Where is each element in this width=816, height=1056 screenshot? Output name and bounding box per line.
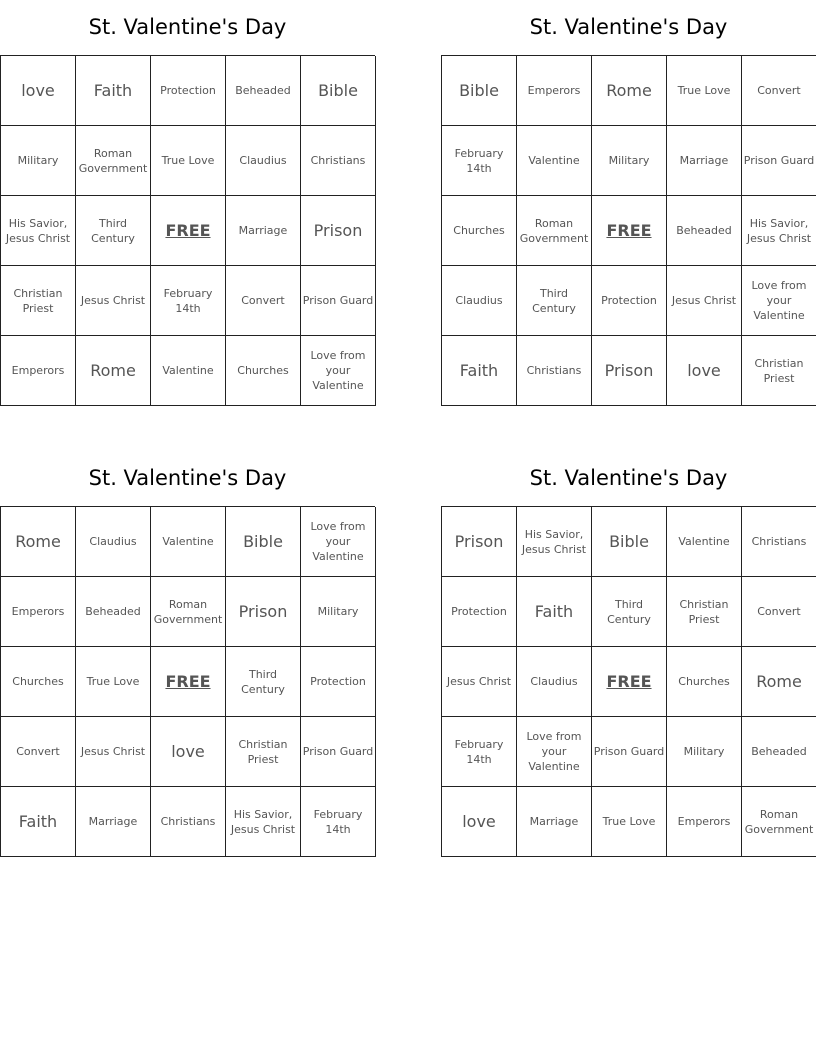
free-space: FREE	[151, 196, 226, 266]
bingo-cell: Claudius	[76, 507, 151, 577]
bingo-cell: Jesus Christ	[442, 647, 517, 717]
bingo-cell: Rome	[742, 647, 816, 717]
bingo-cell: Convert	[1, 717, 76, 787]
bingo-cell: Claudius	[442, 266, 517, 336]
bingo-grid	[441, 506, 816, 857]
bingo-cell: February 14th	[151, 266, 226, 336]
bingo-cell: February 14th	[442, 126, 517, 196]
bingo-cell: Rome	[1, 507, 76, 577]
bingo-cell: Third Century	[76, 196, 151, 266]
bingo-cell: True Love	[667, 56, 742, 126]
bingo-cell: love	[151, 717, 226, 787]
bingo-cell: Prison	[226, 577, 301, 647]
free-space: FREE	[592, 647, 667, 717]
bingo-cell: Military	[301, 577, 376, 647]
bingo-cell: Claudius	[517, 647, 592, 717]
bingo-cell: Protection	[442, 577, 517, 647]
bingo-cell: Valentine	[151, 336, 226, 406]
bingo-cell: Valentine	[151, 507, 226, 577]
bingo-grid	[0, 55, 375, 406]
bingo-cell: Beheaded	[742, 717, 816, 787]
bingo-cell: Christians	[151, 787, 226, 857]
bingo-cell: Protection	[301, 647, 376, 717]
bingo-cell: True Love	[76, 647, 151, 717]
bingo-cell: Jesus Christ	[76, 717, 151, 787]
free-space: FREE	[592, 196, 667, 266]
bingo-cell: Marriage	[517, 787, 592, 857]
bingo-cell: Bible	[442, 56, 517, 126]
card-title: St. Valentine's Day	[88, 15, 287, 39]
bingo-cell: Churches	[226, 336, 301, 406]
bingo-cell: Christians	[742, 507, 816, 577]
bingo-cell: Roman Government	[742, 787, 816, 857]
card-title: St. Valentine's Day	[88, 466, 287, 490]
bingo-cell: Marriage	[226, 196, 301, 266]
bingo-cell: Prison	[592, 336, 667, 406]
bingo-cell: Churches	[667, 647, 742, 717]
bingo-cell: Beheaded	[667, 196, 742, 266]
bingo-cell: Prison Guard	[742, 126, 816, 196]
bingo-card-3	[0, 451, 375, 857]
bingo-cell: love	[1, 56, 76, 126]
bingo-cell: Third Century	[226, 647, 301, 717]
bingo-cell: February 14th	[442, 717, 517, 787]
bingo-cell: Convert	[226, 266, 301, 336]
bingo-cell: Emperors	[1, 336, 76, 406]
bingo-cell: Protection	[151, 56, 226, 126]
bingo-cell: Convert	[742, 56, 816, 126]
bingo-cell: Prison	[301, 196, 376, 266]
bingo-cell: Bible	[226, 507, 301, 577]
bingo-cell: Faith	[1, 787, 76, 857]
bingo-cell: Christian Priest	[226, 717, 301, 787]
bingo-cell: Third Century	[592, 577, 667, 647]
bingo-cell: Churches	[1, 647, 76, 717]
bingo-cell: Christians	[301, 126, 376, 196]
bingo-cell: Valentine	[667, 507, 742, 577]
bingo-cell: Military	[1, 126, 76, 196]
bingo-cell: Roman Government	[517, 196, 592, 266]
bingo-cell: love	[442, 787, 517, 857]
bingo-card-2	[441, 0, 816, 406]
bingo-cell: Rome	[76, 336, 151, 406]
bingo-cell: True Love	[592, 787, 667, 857]
bingo-cell: Jesus Christ	[76, 266, 151, 336]
bingo-card-1	[0, 0, 375, 406]
bingo-card-4	[441, 451, 816, 857]
bingo-cell: Roman Government	[151, 577, 226, 647]
bingo-cell: Love from your Valentine	[517, 717, 592, 787]
bingo-cell: Beheaded	[226, 56, 301, 126]
bingo-cell: Love from your Valentine	[301, 507, 376, 577]
bingo-cell: love	[667, 336, 742, 406]
bingo-cell: Marriage	[667, 126, 742, 196]
bingo-cell: Emperors	[1, 577, 76, 647]
bingo-cell: Love from your Valentine	[742, 266, 816, 336]
bingo-cell: Valentine	[517, 126, 592, 196]
bingo-cell: Christians	[517, 336, 592, 406]
bingo-cell: Roman Government	[76, 126, 151, 196]
bingo-cell: Prison	[442, 507, 517, 577]
bingo-cell: Christian Priest	[742, 336, 816, 406]
free-space: FREE	[151, 647, 226, 717]
bingo-cell: Emperors	[667, 787, 742, 857]
bingo-cell: Prison Guard	[592, 717, 667, 787]
bingo-cell: Third Century	[517, 266, 592, 336]
bingo-cell: Convert	[742, 577, 816, 647]
bingo-cell: Prison Guard	[301, 266, 376, 336]
bingo-cell: Rome	[592, 56, 667, 126]
bingo-cell: Protection	[592, 266, 667, 336]
bingo-cell: Emperors	[517, 56, 592, 126]
bingo-cell: Military	[592, 126, 667, 196]
bingo-cell: Bible	[301, 56, 376, 126]
bingo-cell: Beheaded	[76, 577, 151, 647]
bingo-cell: His Savior, Jesus Christ	[742, 196, 816, 266]
bingo-cell: Churches	[442, 196, 517, 266]
bingo-cell: His Savior, Jesus Christ	[1, 196, 76, 266]
bingo-cell: Military	[667, 717, 742, 787]
bingo-cell: Faith	[442, 336, 517, 406]
bingo-cell: Christian Priest	[1, 266, 76, 336]
bingo-cell: Faith	[76, 56, 151, 126]
bingo-grid	[441, 55, 816, 406]
bingo-cell: Jesus Christ	[667, 266, 742, 336]
bingo-grid	[0, 506, 375, 857]
bingo-cell: Prison Guard	[301, 717, 376, 787]
bingo-cell: Marriage	[76, 787, 151, 857]
bingo-cell: His Savior, Jesus Christ	[226, 787, 301, 857]
card-title: St. Valentine's Day	[529, 15, 728, 39]
bingo-cell: Love from your Valentine	[301, 336, 376, 406]
bingo-cell: Faith	[517, 577, 592, 647]
card-title: St. Valentine's Day	[529, 466, 728, 490]
bingo-cell: February 14th	[301, 787, 376, 857]
bingo-cell: Christian Priest	[667, 577, 742, 647]
bingo-cell: Claudius	[226, 126, 301, 196]
bingo-cell: His Savior, Jesus Christ	[517, 507, 592, 577]
bingo-cell: True Love	[151, 126, 226, 196]
bingo-cell: Bible	[592, 507, 667, 577]
